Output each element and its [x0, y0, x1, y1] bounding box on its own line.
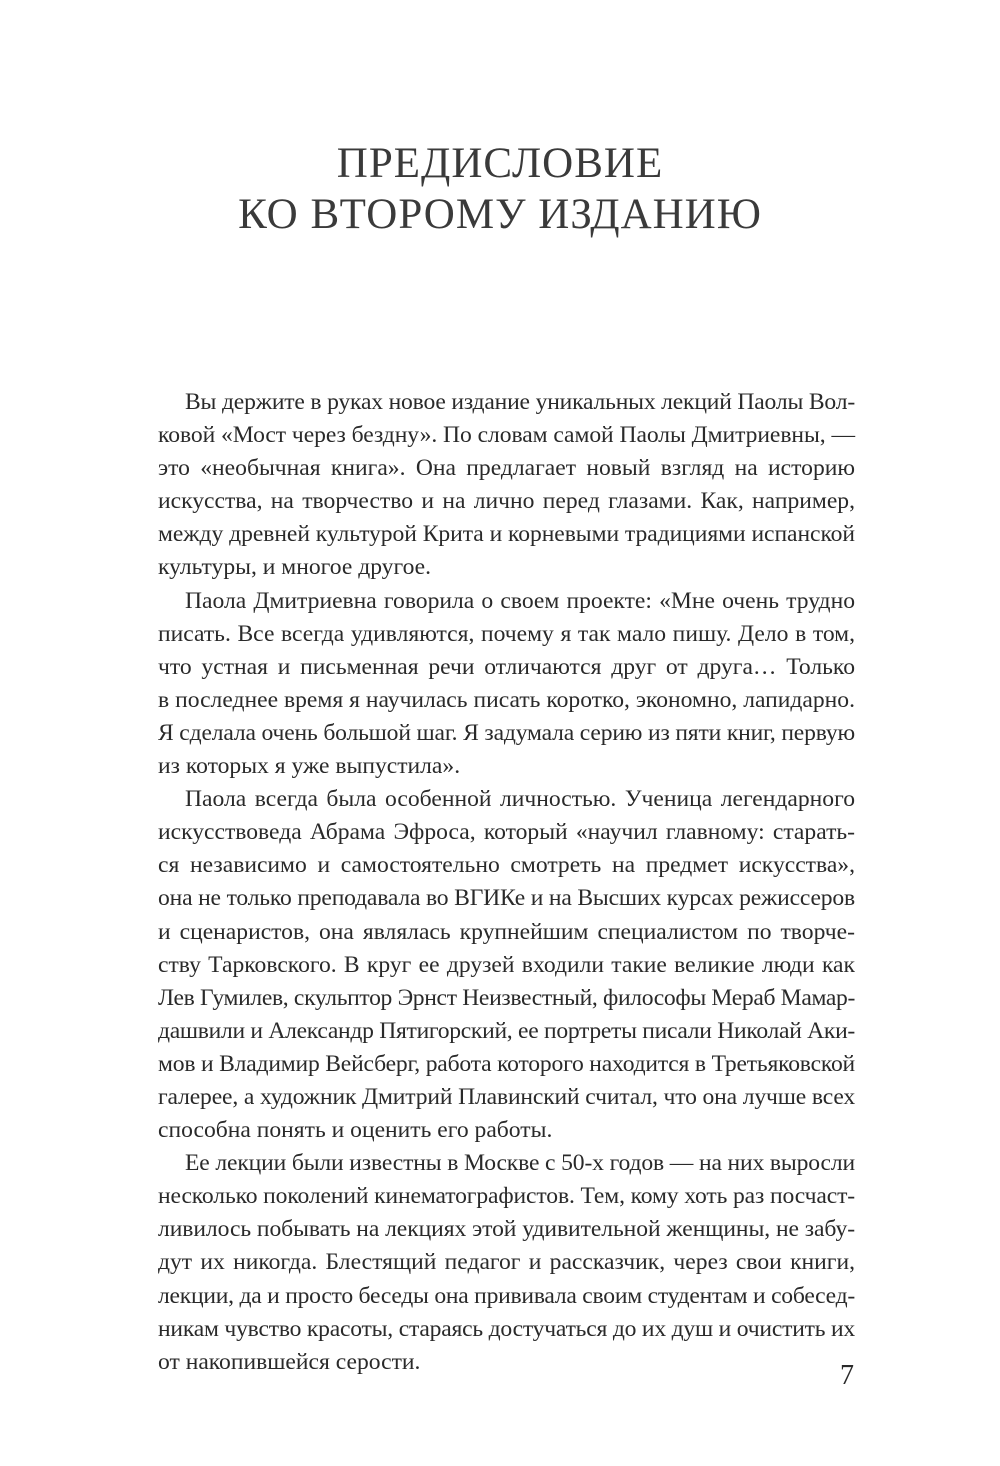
text-line — [158, 783, 855, 816]
text-line-content: из которых я уже выпустила». — [158, 753, 461, 780]
text-line — [158, 551, 855, 584]
text-line-content: никам чувство красоты, стараясь достучаться до их душ и очистить их — [158, 1315, 855, 1342]
text-line — [158, 419, 855, 452]
text-line-content: несколько поколений кинематографистов. Тем, кому хоть раз посчаст- — [158, 1183, 855, 1210]
text-line-content: это «необычная книга». Она предлагает новый взгляд на историю — [158, 455, 855, 482]
text-line-content: дут их никогда. Блестящий педагог и рассказчик, через свои книги, — [158, 1249, 855, 1276]
text-line-content: Вы держите в руках новое издание уникальных лекций Паолы Вол- — [185, 389, 855, 415]
text-line — [158, 585, 855, 618]
text-line-content: мов и Владимир Вейсберг, работа которого находится в Третьяковской — [158, 1050, 855, 1077]
text-line-content: что устная и письменная речи отличаются друг от друга… Только — [158, 653, 855, 680]
chapter-title-line: КО ВТОРОМУ ИЗДАНИЮ — [238, 191, 762, 238]
text-line-content: ся независимо и самостоятельно смотреть на предмет искусства», — [158, 852, 855, 879]
text-line-content: от накопившейся серости. — [158, 1348, 421, 1375]
chapter-title-line: ПРЕДИСЛОВИЕ — [336, 140, 664, 187]
text-line — [158, 651, 855, 684]
text-line — [158, 717, 855, 750]
text-line-content: искусства, на творчество и на лично перед глазами. Как, например, — [158, 488, 855, 515]
text-line-content: писать. Все всегда удивляются, почему я так мало пишу. Дело в том, — [158, 620, 855, 647]
text-line — [158, 1213, 855, 1246]
text-line-content: она не только преподавала во ВГИКе и на Высших курсах режиссеров — [158, 885, 855, 912]
text-line — [158, 1280, 855, 1313]
text-line — [158, 1048, 855, 1081]
text-line-content: между древней культурой Крита и корневыми традициями испанской — [158, 521, 855, 548]
text-line-content: Ее лекции были известны в Москве с 50-х годов — на них выросли — [185, 1150, 855, 1177]
text-line — [158, 452, 855, 485]
text-line-content: и сценаристов, она являлась крупнейшим специалистом по творче- — [158, 918, 855, 945]
text-line-content: ковой «Мост через бездну». По словам самой Паолы Дмитриевны, — — [158, 422, 855, 449]
text-line — [158, 1114, 855, 1147]
text-line — [158, 1346, 855, 1379]
text-line — [158, 1313, 855, 1346]
paragraph — [158, 386, 855, 585]
text-line-content: Я сделала очень большой шаг. Я задумала серию из пяти книг, первую — [158, 719, 855, 746]
text-line-content: в последнее время я научилась писать коротко, экономно, лапидарно. — [158, 686, 855, 713]
text-line-content: искусствоведа Абрама Эфроса, который «научил главному: старать- — [158, 819, 855, 846]
text-line — [158, 1246, 855, 1279]
text-line-content: дашвили и Александр Пятигорский, ее портреты писали Николай Аки- — [158, 1017, 855, 1044]
text-line-content: Паола всегда была особенной личностью. Ученица легендарного — [185, 786, 855, 813]
text-line — [158, 618, 855, 651]
text-line — [158, 386, 855, 419]
text-line — [158, 816, 855, 849]
text-line — [158, 849, 855, 882]
text-line — [158, 949, 855, 982]
paragraph — [158, 783, 855, 1147]
text-line-content: Паола Дмитриевна говорила о своем проекте: «Мне очень трудно — [185, 587, 855, 614]
text-line — [158, 916, 855, 949]
text-line-content: лекции, да и просто беседы она прививала своим студентам и собесед- — [158, 1282, 855, 1309]
text-line-content: Лев Гумилев, скульптор Эрнст Неизвестный, философы Мераб Мамар- — [158, 984, 855, 1011]
text-line-content: культуры, и многое другое. — [158, 554, 432, 581]
chapter-title — [0, 138, 1000, 240]
page-number: 7 — [840, 1360, 854, 1391]
text-line — [158, 1015, 855, 1048]
text-line — [158, 518, 855, 551]
text-line-content: галерее, а художник Дмитрий Плавинский считал, что она лучше всех — [158, 1083, 855, 1110]
text-line — [158, 1081, 855, 1114]
text-line — [158, 1147, 855, 1180]
text-line — [158, 1180, 855, 1213]
text-line — [158, 485, 855, 518]
text-line — [158, 684, 855, 717]
text-line-content: ливилось побывать на лекциях этой удивительной женщины, не забу- — [158, 1216, 855, 1243]
text-line-content: ству Тарковского. В круг ее друзей входили такие великие люди как — [158, 951, 855, 978]
text-line — [158, 982, 855, 1015]
paragraph — [158, 585, 855, 784]
text-line-content: способна понять и оценить его работы. — [158, 1117, 553, 1144]
body-text — [158, 386, 855, 1379]
text-line — [158, 882, 855, 915]
paragraph — [158, 1147, 855, 1379]
text-line — [158, 750, 855, 783]
